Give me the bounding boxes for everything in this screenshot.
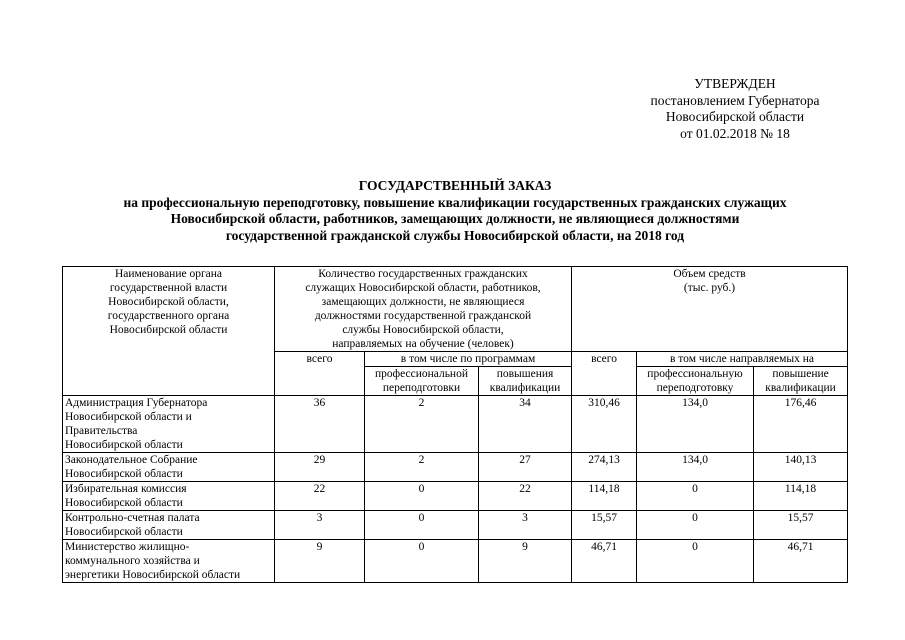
count-total-header: всего bbox=[275, 352, 365, 396]
count-prof: 2 bbox=[365, 396, 479, 453]
approval-date: от 01.02.2018 № 18 bbox=[680, 125, 790, 141]
count-qual: 22 bbox=[479, 482, 572, 511]
by-programs-header: в том числе по программам bbox=[365, 352, 572, 367]
sent-to-header: в том числе направляемых на bbox=[637, 352, 848, 367]
count-total: 9 bbox=[275, 540, 365, 583]
title-line: на профессиональную переподготовку, повышение квалификации государственных гражданских служащих bbox=[123, 194, 787, 210]
count-total: 22 bbox=[275, 482, 365, 511]
money-total-header: всего bbox=[572, 352, 637, 396]
table-row bbox=[63, 511, 848, 540]
money-prof: 134,0 bbox=[637, 396, 754, 453]
money-total: 15,57 bbox=[572, 511, 637, 540]
approval-line: Новосибирской области bbox=[665, 109, 805, 124]
table-row bbox=[63, 453, 848, 482]
org-name: Министерство жилищно- коммунального хозяйства и энергетики Новосибирской области bbox=[63, 540, 275, 583]
header-row bbox=[63, 267, 848, 352]
money-prof: 0 bbox=[637, 540, 754, 583]
money-qual: 46,71 bbox=[754, 540, 848, 583]
document-title bbox=[40, 178, 870, 244]
title-line: Новосибирской области, работников, замещающих должности, не являющиеся должностями bbox=[170, 211, 740, 226]
org-name: Законодательное Собрание Новосибирской области bbox=[63, 453, 275, 482]
table-row bbox=[63, 540, 848, 583]
approval-stamp bbox=[600, 76, 870, 142]
money-qual: 176,46 bbox=[754, 396, 848, 453]
state-order-table bbox=[62, 266, 848, 583]
money-qual: 140,13 bbox=[754, 453, 848, 482]
count-prof: 0 bbox=[365, 511, 479, 540]
count-qual: 34 bbox=[479, 396, 572, 453]
count-qual: 3 bbox=[479, 511, 572, 540]
count-prof: 0 bbox=[365, 482, 479, 511]
title-main: ГОСУДАРСТВЕННЫЙ ЗАКАЗ bbox=[358, 178, 552, 193]
money-total: 46,71 bbox=[572, 540, 637, 583]
prof-retraining-header: профессиональной переподготовки bbox=[365, 367, 479, 396]
money-prof: 0 bbox=[637, 482, 754, 511]
prof-retraining-money-header: профессиональную переподготовку bbox=[637, 367, 754, 396]
money-total: 310,46 bbox=[572, 396, 637, 453]
count-prof: 2 bbox=[365, 453, 479, 482]
money-prof: 0 bbox=[637, 511, 754, 540]
approval-line: постановлением Губернатора bbox=[650, 92, 820, 108]
money-qual: 15,57 bbox=[754, 511, 848, 540]
money-total: 274,13 bbox=[572, 453, 637, 482]
count-total: 36 bbox=[275, 396, 365, 453]
qualification-money-header: повышение квалификации bbox=[754, 367, 848, 396]
table-row bbox=[63, 396, 848, 453]
org-name: Избирательная комиссия Новосибирской области bbox=[63, 482, 275, 511]
org-header: Наименование органа государственной власти Новосибирской области, государственного органа Новосибирской области bbox=[63, 267, 275, 396]
money-prof: 134,0 bbox=[637, 453, 754, 482]
count-prof: 0 bbox=[365, 540, 479, 583]
count-total: 3 bbox=[275, 511, 365, 540]
money-total: 114,18 bbox=[572, 482, 637, 511]
volume-header: Объем средств (тыс. руб.) bbox=[572, 267, 848, 352]
org-name: Контрольно-счетная палата Новосибирской области bbox=[63, 511, 275, 540]
count-header: Количество государственных гражданских служащих Новосибирской области, работников, замещающих должности, не являющиеся должностями государственной гражданской службы Новосибирской области, направляемых на обучение (человек) bbox=[275, 267, 572, 352]
qualification-header: повышения квалификации bbox=[479, 367, 572, 396]
title-line: государственной гражданской службы Новосибирской области, на 2018 год bbox=[225, 227, 685, 243]
count-total: 29 bbox=[275, 453, 365, 482]
table-row bbox=[63, 482, 848, 511]
money-qual: 114,18 bbox=[754, 482, 848, 511]
count-qual: 27 bbox=[479, 453, 572, 482]
org-name: Администрация Губернатора Новосибирской области и Правительства Новосибирской области bbox=[63, 396, 275, 453]
approval-line: УТВЕРЖДЕН bbox=[694, 76, 776, 91]
count-qual: 9 bbox=[479, 540, 572, 583]
